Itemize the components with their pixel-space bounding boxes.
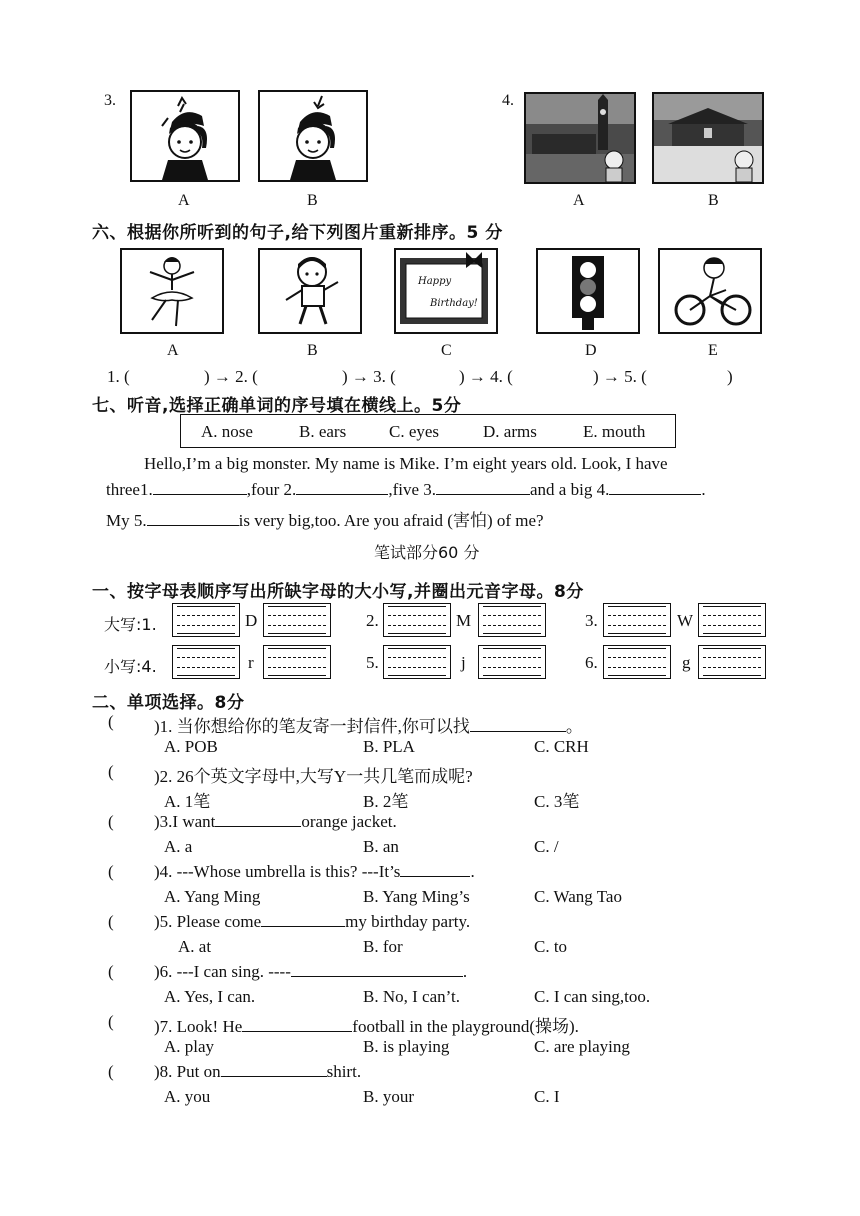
lower-5-box-a[interactable] [383,645,451,679]
question-text-after: orange jacket. [301,812,397,831]
question-stem [154,862,475,882]
option-a[interactable]: A. play [164,1037,215,1056]
lower-6-number: 6. [585,653,598,672]
answer-blank[interactable] [261,912,345,927]
option-a[interactable]: A. Yang Ming [164,887,261,906]
answer-paren-open[interactable]: ( [108,762,114,781]
option-a[interactable]: A. at [178,937,212,956]
lower-6-letter: g [682,653,691,672]
upper-1-box-a[interactable] [172,603,240,637]
answer-paren-open[interactable]: ( [108,1062,114,1081]
lower-5-number: 5. [366,653,379,672]
upper-2-letter: M [456,611,472,630]
answer-paren-open[interactable]: ( [108,962,114,981]
written-section-title: 笔试部分60 分 [374,543,480,562]
question-text: )1. 当你想给你的笔友寄一封信件,你可以找 [154,717,470,736]
section-6-picture-a-ballerina [120,248,224,334]
question-text-after: . [462,962,468,981]
question-text: )5. Please come [154,912,262,931]
passage-l2-a: three1. [106,480,153,499]
blank-3[interactable] [436,480,530,495]
section-6-title: 六、根据你所听到的句子,给下列图片重新排序。5 分 [92,223,503,243]
section-6-label-d: D [585,342,597,359]
section-6-picture-e-girl-cycling [658,248,762,334]
option-c[interactable]: C. are playing [534,1037,630,1056]
question-stem [154,712,583,737]
upper-3-box-b[interactable] [698,603,766,637]
answer-paren-open[interactable]: ( [108,812,114,831]
option-b[interactable]: B. PLA [363,737,415,756]
question-3-label-a: A [178,192,190,209]
answer-paren-open[interactable]: ( [108,912,114,931]
option-c[interactable]: C. to [534,937,568,956]
answer-paren-open[interactable]: ( [108,862,114,881]
order-blank-1-close: ) → 2. ( [204,367,258,386]
question-3-picture-a [130,90,240,182]
section-7-title: 七、听音,选择正确单词的序号填在横线上。5分 [92,396,462,416]
passage-line-3 [106,506,544,531]
word-bank-e: E. mouth [583,422,646,441]
option-b[interactable]: B. your [363,1087,414,1106]
option-c[interactable]: C. CRH [534,737,589,756]
upper-3-box-a[interactable] [603,603,671,637]
answer-blank[interactable] [470,717,566,732]
upper-1-box-b[interactable] [263,603,331,637]
question-text: )4. ---Whose umbrella is this? ---It’s [154,862,401,881]
lowercase-label: 小写:4. [104,657,157,676]
section-6-label-b: B [307,342,318,359]
option-a[interactable]: A. Yes, I can. [164,987,256,1006]
option-b[interactable]: B. for [363,937,403,956]
question-text: )3.I want [154,812,216,831]
lower-4-box-b[interactable] [263,645,331,679]
order-blank-4-close: ) → 5. ( [593,367,647,386]
passage-l2-e: . [701,480,706,499]
upper-3-letter: W [677,611,694,630]
question-4-picture-a [524,92,636,184]
section-6-picture-c-birthday-card [394,248,498,334]
option-c[interactable]: C. Wang Tao [534,887,622,906]
word-bank-c: C. eyes [389,422,440,441]
answer-blank[interactable] [291,962,463,977]
blank-1[interactable] [153,480,247,495]
upper-2-box-a[interactable] [383,603,451,637]
question-text-after: my birthday party. [345,912,471,931]
option-a[interactable]: A. 1笔 [164,792,211,811]
question-3-number: 3. [104,92,116,109]
word-bank-box [180,414,676,448]
question-stem [154,1012,579,1037]
card-birthday-text: Birthday! [430,298,478,309]
option-b[interactable]: B. is playing [363,1037,450,1056]
question-text: )7. Look! He [154,1017,243,1036]
question-4-picture-b [652,92,764,184]
upper-3-number: 3. [585,611,598,630]
question-4-label-a: A [573,192,585,209]
question-text-after: 。 [565,717,583,736]
lower-5-letter: j [461,653,466,672]
blank-4[interactable] [609,480,701,495]
option-a[interactable]: A. a [164,837,193,856]
question-text: )2. 26个英文字母中,大写Y一共几笔而成呢? [154,767,473,786]
word-bank-b: B. ears [299,422,347,441]
question-4-number: 4. [502,92,514,109]
passage-l2-c: ,five 3. [388,480,436,499]
question-3-picture-b [258,90,368,182]
section-6-label-e: E [708,342,718,359]
part-1-title: 一、按字母表顺序写出所缺字母的大小写,并圈出元音字母。8分 [92,582,584,602]
word-bank-d: D. arms [483,422,537,441]
question-stem [154,812,397,832]
option-b[interactable]: B. an [363,837,399,856]
answer-paren-open[interactable]: ( [108,712,114,731]
answer-blank[interactable] [215,812,301,827]
order-blank-2-close: ) → 3. ( [342,367,396,386]
word-bank-a: A. nose [201,422,253,441]
section-6-label-a: A [167,342,179,359]
question-stem [154,912,470,932]
answer-paren-open[interactable]: ( [108,1012,114,1031]
question-stem [154,1062,361,1082]
question-4-label-b: B [708,192,719,209]
passage-line-1: Hello,I’m a big monster. My name is Mike. I’m eight years old. Look, I have [144,454,668,473]
blank-5[interactable] [147,511,239,526]
question-text: )8. Put on [154,1062,221,1081]
answer-blank[interactable] [400,862,470,877]
option-b[interactable]: B. No, I can’t. [363,987,460,1006]
option-b[interactable]: B. 2笔 [363,792,409,811]
part-2-title: 二、单项选择。8分 [92,693,245,713]
passage-l3-b: is very big,too. Are you afraid (害怕) of me? [238,511,544,530]
order-blank-5-close: ) [727,367,733,386]
uppercase-label: 大写:1. [104,615,157,634]
question-stem [154,762,473,787]
option-a[interactable]: A. you [164,1087,211,1106]
question-text-after: football in the playground(操场). [352,1017,579,1036]
option-a[interactable]: A. POB [164,737,218,756]
answer-blank[interactable] [242,1017,352,1032]
lower-6-box-a[interactable] [603,645,671,679]
lower-6-box-b[interactable] [698,645,766,679]
upper-1-letter: D [245,611,258,630]
question-3-label-b: B [307,192,318,209]
option-c[interactable]: C. / [534,837,559,856]
passage-l2-d: and a big 4. [530,480,610,499]
blank-2[interactable] [296,480,388,495]
question-text-after: shirt. [326,1062,362,1081]
passage-l2-b: ,four 2. [246,480,297,499]
lower-4-box-a[interactable] [172,645,240,679]
question-text-after: . [470,862,475,881]
upper-2-number: 2. [366,611,379,630]
question-stem [154,962,467,982]
passage-l3-a: My 5. [106,511,147,530]
section-6-picture-d-traffic-light [536,248,640,334]
option-c[interactable]: C. I can sing,too. [534,987,651,1006]
lower-5-box-b[interactable] [478,645,546,679]
order-blank-3-close: ) → 4. ( [459,367,513,386]
question-text: )6. ---I can sing. ---- [154,962,291,981]
answer-blank[interactable] [221,1062,327,1077]
card-happy-text: Happy [418,276,452,287]
section-6-picture-b-boy [258,248,362,334]
option-b[interactable]: B. Yang Ming’s [363,887,470,906]
option-c[interactable]: C. 3笔 [534,792,580,811]
passage-line-2 [106,480,706,500]
order-blank-1-open: 1. ( [107,367,130,386]
section-6-label-c: C [441,342,452,359]
upper-2-box-b[interactable] [478,603,546,637]
option-c[interactable]: C. I [534,1087,560,1106]
lower-4-letter: r [248,653,254,672]
